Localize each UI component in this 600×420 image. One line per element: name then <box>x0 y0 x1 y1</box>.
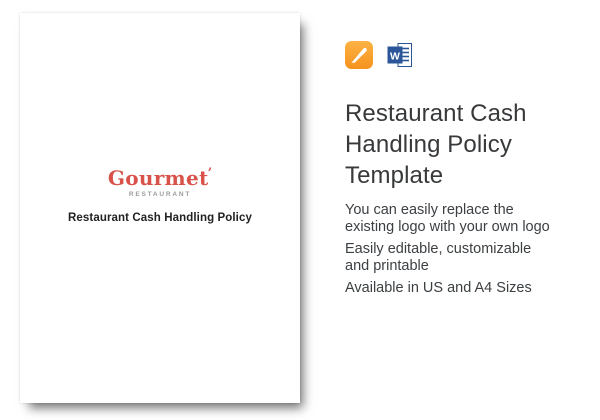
logo-wordmark <box>20 166 300 190</box>
document-title: Restaurant Cash Handling Policy <box>68 212 252 224</box>
feature-line: Available in US and A4 Sizes <box>345 280 532 296</box>
template-title-line: Handling Policy <box>345 131 512 158</box>
logo-subtitle: RESTAURANT <box>128 191 192 198</box>
feature-list <box>345 202 595 297</box>
template-title-line: Template <box>345 162 444 189</box>
microsoft-word-icon[interactable] <box>386 41 414 69</box>
feature-line: existing logo with your own logo <box>345 218 550 235</box>
logo-flourish-mark: ’ <box>207 166 213 181</box>
feature-line: Easily editable, customizable <box>345 241 532 257</box>
document-preview-page <box>20 13 300 403</box>
apple-pages-icon[interactable] <box>345 41 373 69</box>
details-panel <box>345 41 595 303</box>
format-icons-row <box>345 41 595 69</box>
feature-line: and printable <box>345 257 429 274</box>
feature-replace-logo <box>345 202 595 235</box>
word-icon-letter: W <box>390 50 400 63</box>
feature-sizes <box>345 280 595 297</box>
template-title-line: Restaurant Cash <box>345 100 527 127</box>
template-title <box>345 98 595 191</box>
feature-line: You can easily replace the <box>345 202 514 218</box>
restaurant-logo <box>20 166 300 198</box>
logo-text: Gourmet <box>107 166 209 190</box>
feature-editable <box>345 241 595 274</box>
